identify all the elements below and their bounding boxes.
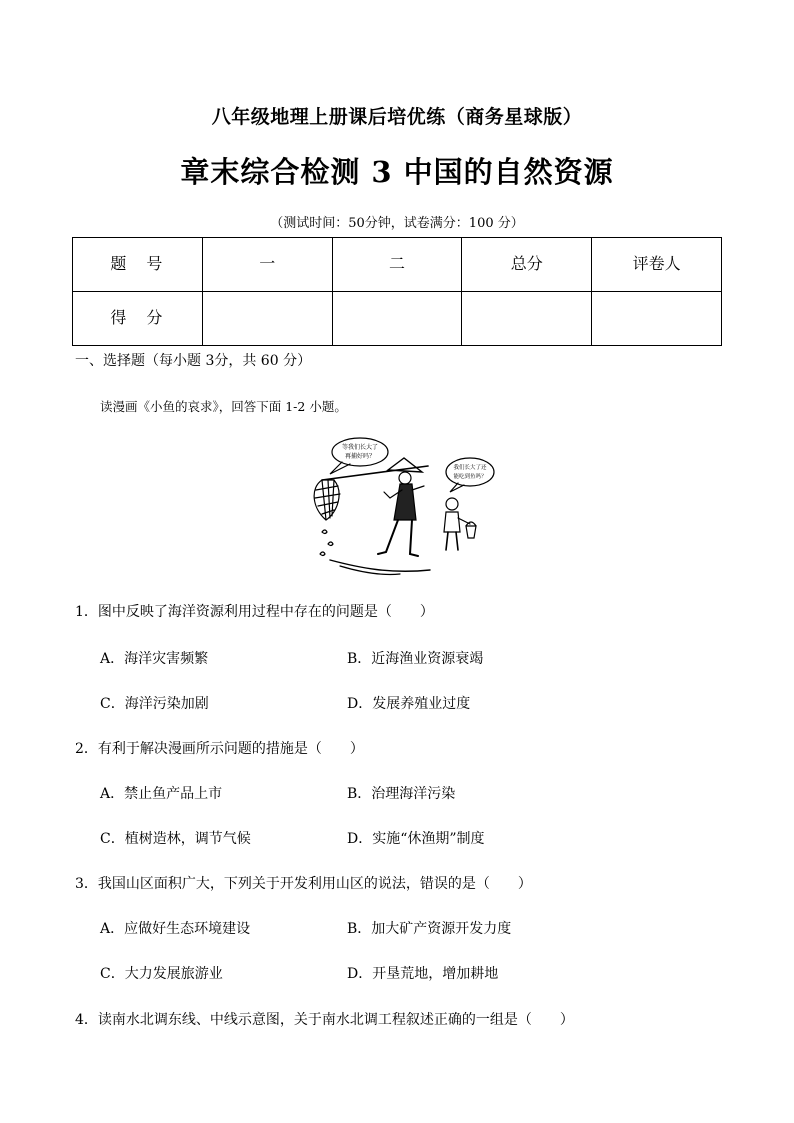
speech-bubble-right xyxy=(446,458,494,486)
paper-title: 章末综合检测 3 中国的自然资源 xyxy=(180,155,614,189)
score-input-cell xyxy=(332,292,462,346)
score-table-cell: 总分 xyxy=(462,238,592,292)
question-1-option-a[interactable]: A．海洋灾害频繁 xyxy=(100,651,209,667)
speech-bubble-left xyxy=(332,438,388,466)
question-1-stem: 1．图中反映了海洋资源利用过程中存在的问题是（ ） xyxy=(75,604,434,620)
question-3-option-c[interactable]: C．大力发展旅游业 xyxy=(100,966,223,982)
bubble-left-line-1: 等我们长大了 xyxy=(341,444,379,451)
bubble-left-line-2: 再捕好吗？ xyxy=(344,453,376,460)
reading-instruction: 读漫画《小鱼的哀求》，回答下面 1-2 小题。 xyxy=(100,399,347,414)
score-input-cell xyxy=(462,292,592,346)
score-table xyxy=(72,237,722,346)
conical-hat-icon xyxy=(388,458,422,472)
question-1-option-c[interactable]: C．海洋污染加剧 xyxy=(100,696,209,712)
bubble-right-line-2: 能吃到鱼吗？ xyxy=(453,474,487,480)
child-head xyxy=(446,498,458,510)
question-3-stem: 3．我国山区面积广大，下列关于开发利用山区的说法，错误的是（ ） xyxy=(75,876,532,892)
score-table-cell: 得 分 xyxy=(73,292,203,346)
score-table-header-row xyxy=(73,238,722,292)
question-1-option-b[interactable]: B．近海渔业资源衰竭 xyxy=(347,651,484,667)
exam-time-note: （测试时间：50分钟，试卷满分：100 分） xyxy=(270,216,524,231)
score-table-cell: 评卷人 xyxy=(592,238,722,292)
question-2-option-b[interactable]: B．治理海洋污染 xyxy=(347,786,456,802)
question-2-option-a[interactable]: A．禁止鱼产品上市 xyxy=(100,786,223,802)
score-input-cell xyxy=(202,292,332,346)
score-table-cell: 二 xyxy=(332,238,462,292)
paper-subtitle: 八年级地理上册课后培优练（商务星球版） xyxy=(211,106,583,128)
question-2-stem: 2．有利于解决漫画所示问题的措施是（ ） xyxy=(75,741,364,757)
score-table-cell: 一 xyxy=(202,238,332,292)
fishing-cartoon-illustration xyxy=(300,428,496,578)
score-table-cell: 题 号 xyxy=(73,238,203,292)
score-input-cell xyxy=(592,292,722,346)
bubble-right-line-1: 我们长大了还 xyxy=(453,465,487,471)
question-1-option-d[interactable]: D．发展养殖业过度 xyxy=(347,696,471,712)
question-2-option-c[interactable]: C．植树造林，调节气候 xyxy=(100,831,251,847)
question-3-option-a[interactable]: A．应做好生态环境建设 xyxy=(100,921,251,937)
question-2-option-d[interactable]: D．实施“休渔期”制度 xyxy=(347,831,485,847)
question-3-option-d[interactable]: D．开垦荒地，增加耕地 xyxy=(347,966,499,982)
question-4-stem: 4．读南水北调东线、中线示意图，关于南水北调工程叙述正确的一组是（ ） xyxy=(75,1012,574,1028)
score-table-score-row xyxy=(73,292,722,346)
section-title: 一、选择题（每小题 3分，共 60 分） xyxy=(75,353,312,369)
question-3-option-b[interactable]: B．加大矿产资源开发力度 xyxy=(347,921,512,937)
